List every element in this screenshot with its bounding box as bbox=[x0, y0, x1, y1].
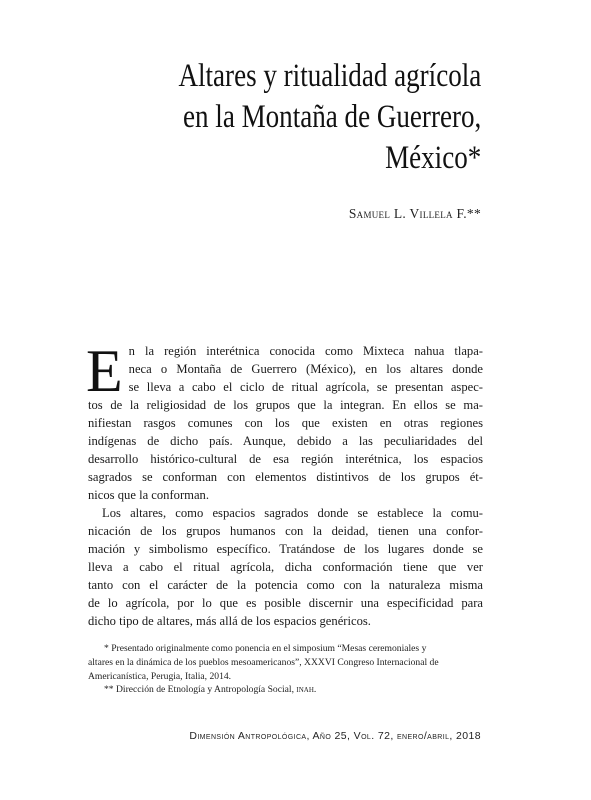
article-title bbox=[178, 56, 481, 179]
body-line: nicos que la conforman. bbox=[88, 488, 209, 502]
title-line-3: México* bbox=[384, 140, 481, 176]
body-line: desarrollo histórico-cultural de esa región interétnica, los espacios bbox=[88, 452, 483, 466]
body-line: tos de la religiosidad de los grupos que la integran. En ellos se ma- bbox=[88, 398, 483, 412]
title-line-2: en la Montaña de Guerrero, bbox=[182, 99, 481, 135]
footnotes bbox=[88, 642, 483, 697]
footnote-1-line: Americanística, Perugia, Italia, 2014. bbox=[88, 670, 232, 682]
body-line: nicación de los grupos humanos con la deidad, tienen una confor- bbox=[88, 524, 483, 538]
body-line: Los altares, como espacios sagrados donde se establece la comu- bbox=[102, 506, 483, 520]
title-line-1: Altares y ritualidad agrícola bbox=[178, 58, 481, 94]
body-line: lleva a cabo el ritual agrícola, dicha conformación tiene que ver bbox=[88, 560, 483, 574]
journal-footer: Dimensión Antropológica, Año 25, Vol. 72, enero/abril, 2018 bbox=[189, 730, 481, 742]
body-line: mación y simbolismo específico. Tratándose de los lugares donde se bbox=[88, 542, 483, 556]
footnote-1-line: altares en la dinámica de los pueblos mesoamericanos”, XXXVI Congreso Internacional de bbox=[88, 656, 439, 668]
body-line: se lleva a cabo el ciclo de ritual agrícola, se presentan aspec- bbox=[128, 380, 483, 394]
footnote-2-org: inah. bbox=[296, 684, 317, 696]
body-line: tanto con el carácter de la potencia como con la naturaleza misma bbox=[88, 578, 483, 592]
paragraph-1 bbox=[86, 338, 483, 504]
body-line: sagrados se conforman con elementos distintivos de los grupos ét- bbox=[88, 470, 483, 484]
body-line: n la región interétnica conocida como Mixteca nahua tlapa- bbox=[128, 344, 483, 358]
body-line: dicho tipo de altares, más allá de los espacios genéricos. bbox=[88, 614, 371, 628]
body-line: neca o Montaña de Guerrero (México), en los altares donde bbox=[128, 362, 483, 376]
footnote-2 bbox=[88, 683, 483, 697]
body-line: indígenas de dicho país. Aunque, debido a las peculiaridades del bbox=[88, 434, 483, 448]
footnote-1-line: * Presentado originalmente como ponencia en el simposium “Mesas ceremoniales y bbox=[104, 643, 427, 654]
body-line: nifiestan rasgos comunes con los que existen en otras regiones bbox=[88, 416, 483, 430]
author-name: Samuel L. Villela F.** bbox=[348, 206, 481, 221]
article-body bbox=[86, 338, 483, 630]
body-line: de lo agrícola, por lo que es posible discernir una especificidad para bbox=[88, 596, 483, 610]
paragraph-2 bbox=[88, 504, 483, 630]
footnote-2-text: ** Dirección de Etnología y Antropología Social, bbox=[104, 684, 297, 696]
drop-cap: E bbox=[86, 338, 123, 404]
